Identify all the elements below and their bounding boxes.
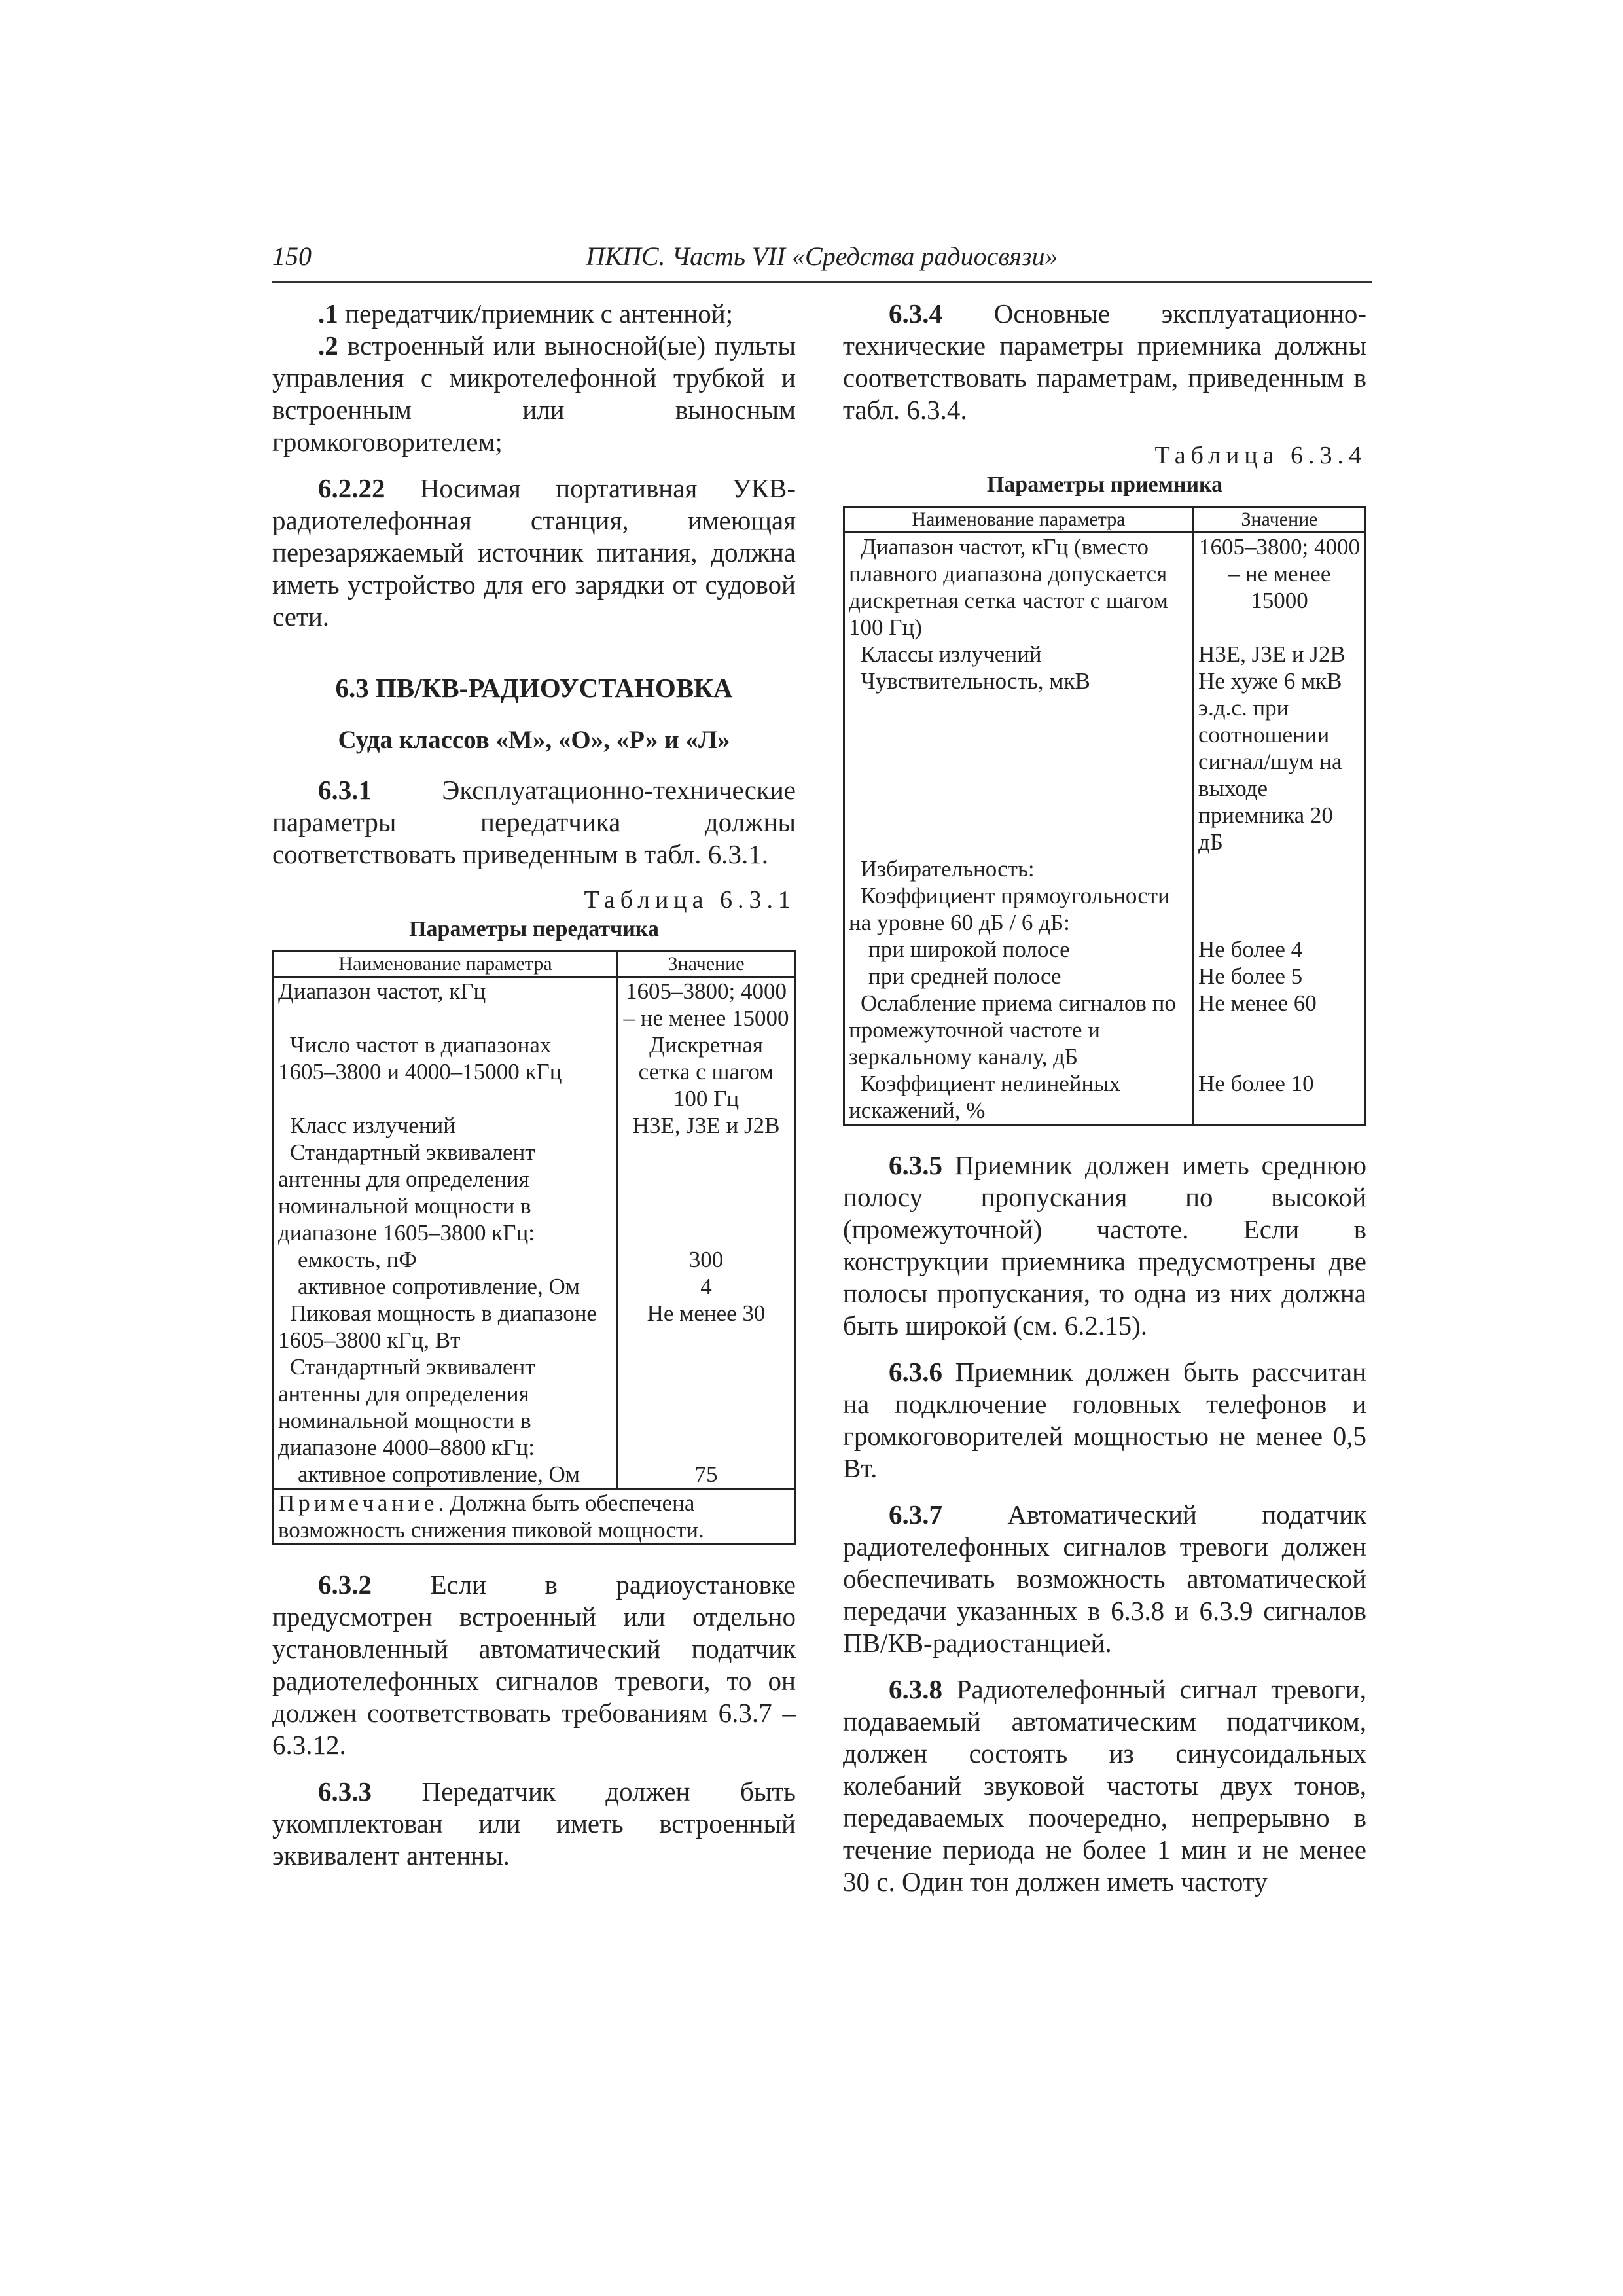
table-note-row (274, 1489, 795, 1545)
table-caption: Таблица 6.3.4 (1154, 442, 1366, 469)
value-cell: H3E, J3E и J2B (1193, 641, 1365, 668)
paragraph-6-3-8 (843, 1674, 1366, 1898)
running-header (272, 241, 1372, 283)
table-row (274, 977, 795, 1032)
item-text: встроенный или выносной(ые) пульты управления с микротелефонной трубкой и встроенным или выносным громкоговорителем; (272, 331, 796, 457)
value-cell: 300 (618, 1246, 795, 1273)
table-row (844, 533, 1366, 641)
clause-number: 6.3.6 (889, 1357, 942, 1387)
table-row (844, 936, 1366, 963)
table-row (844, 641, 1366, 668)
table-row (844, 668, 1366, 855)
param-cell: Число частот в диапазонах 1605–3800 и 4000–15000 кГц (274, 1031, 618, 1112)
param-cell: Диапазон частот, кГц (274, 977, 618, 1032)
clause-text: Приемник должен иметь среднюю полосу пропускания по высокой (промежуточной) частоте. Если в конструкции приемника предусмотрены две полосы пропускания, то одна из них должна быть широкой (см. 6.2.15). (843, 1150, 1366, 1340)
clause-text: Автоматический податчик радиотелефонных сигналов тревоги должен обеспечивать возможность автоматической передачи указанных в 6.3.8 и 6.3.9 сигналов ПВ/КВ-радиостанцией. (843, 1499, 1366, 1658)
clause-number: 6.3.2 (318, 1570, 372, 1600)
column-header: Значение (618, 952, 795, 977)
param-cell: Чувствительность, мкВ (844, 668, 1194, 855)
value-cell: Дискретная сетка с шагом 100 Гц (618, 1031, 795, 1112)
subsection-heading: Суда классов «М», «О», «Р» и «Л» (338, 726, 730, 754)
left-column (272, 298, 796, 1886)
table-row (844, 990, 1366, 1070)
clause-number: 6.3.8 (889, 1674, 942, 1704)
param-cell: Диапазон частот, кГц (вместо плавного диапазона допускается дискретная сетка частот с шагом 100 Гц) (844, 533, 1194, 641)
clause-number: 6.3.5 (889, 1150, 942, 1180)
clause-text: Основные эксплуатационно-технические параметры приемника должны соответствовать параметрам, приведенным в табл. 6.3.4. (843, 298, 1366, 425)
value-cell: Не менее 30 (618, 1300, 795, 1354)
clause-number: 6.3.3 (318, 1776, 372, 1806)
param-cell: при широкой полосе (844, 936, 1194, 963)
value-cell: Не более 10 (1193, 1070, 1365, 1125)
param-cell: активное сопротивление, Ом (274, 1273, 618, 1300)
paragraph-6-3-2 (272, 1569, 796, 1761)
value-cell: Не менее 60 (1193, 990, 1365, 1070)
item-number: .1 (318, 298, 338, 329)
value-cell (1193, 855, 1365, 882)
param-cell: при средней полосе (844, 963, 1194, 990)
param-cell: Классы излучений (844, 641, 1194, 668)
clause-number: 6.3.7 (889, 1499, 942, 1530)
table-row (844, 963, 1366, 990)
column-header: Наименование параметра (844, 507, 1194, 533)
note-label: Примечание (278, 1490, 438, 1516)
clause-text: Радиотелефонный сигнал тревоги, подаваемый автоматическим податчиком, должен состоять из синусоидальных колебаний звуковой частоты двух тонов, передаваемых поочередно, непрерывно в течение периода не более 1 мин и не менее 30 с. Один тон должен иметь частоту (843, 1674, 1366, 1897)
param-cell: Избирательность: (844, 855, 1194, 882)
value-cell: H3E, J3E и J2B (618, 1112, 795, 1139)
param-cell: Ослабление приема сигналов по промежуточной частоте и зеркальному каналу, дБ (844, 990, 1194, 1070)
list-item (272, 330, 796, 458)
column-header: Значение (1193, 507, 1365, 533)
paragraph-6-3-6 (843, 1356, 1366, 1484)
table-row (274, 1354, 795, 1461)
value-cell: Не более 5 (1193, 963, 1365, 990)
param-cell: емкость, пФ (274, 1246, 618, 1273)
paragraph-6-2-22 (272, 473, 796, 633)
table-caption: Таблица 6.3.1 (584, 886, 796, 914)
item-text: передатчик/приемник с антенной; (338, 298, 734, 329)
table-row (274, 1300, 795, 1354)
table-note (274, 1489, 795, 1545)
column-header: Наименование параметра (274, 952, 618, 977)
paragraph-6-3-3 (272, 1776, 796, 1872)
paragraph-6-3-5 (843, 1149, 1366, 1342)
table-row (274, 1273, 795, 1300)
value-cell: 1605–3800; 4000 – не менее 15000 (1193, 533, 1365, 641)
table-row (274, 1246, 795, 1273)
table-row (274, 1112, 795, 1139)
page-number: 150 (272, 242, 312, 271)
param-cell: Стандартный эквивалент антенны для определения номинальной мощности в диапазоне 1605–3800 кГц: (274, 1139, 618, 1246)
note-text: . Должна быть обеспечена возможность снижения пиковой мощности. (278, 1490, 704, 1543)
list-item (272, 298, 796, 330)
clause-number: 6.3.1 (318, 775, 372, 805)
clause-text: Если в радиоустановке предусмотрен встроенный или отдельно установленный автоматический податчик радиотелефонных сигналов тревоги, то он должен соответствовать требованиям 6.3.7 – 6.3.12. (272, 1570, 796, 1760)
table-row (844, 882, 1366, 936)
clause-text: Носимая портативная УКВ-радиотелефонная станция, имеющая перезаряжаемый источник питания, должна иметь устройство для его зарядки от судовой сети. (272, 473, 796, 632)
value-cell: 75 (618, 1461, 795, 1489)
table-row (274, 1139, 795, 1246)
clause-number: 6.3.4 (889, 298, 942, 329)
clause-text: Эксплуатационно-технические параметры передатчика должны соответствовать приведенным в табл. 6.3.1. (272, 775, 796, 869)
param-cell: Коэффициент прямоугольности на уровне 60 дБ / 6 дБ: (844, 882, 1194, 936)
table-row (274, 1461, 795, 1489)
param-cell: Стандартный эквивалент антенны для определения номинальной мощности в диапазоне 4000–8800 кГц: (274, 1354, 618, 1461)
param-cell: активное сопротивление, Ом (274, 1461, 618, 1489)
table-header-row (844, 507, 1366, 533)
value-cell: 4 (618, 1273, 795, 1300)
table-header-row (274, 952, 795, 977)
paragraph-6-3-7 (843, 1499, 1366, 1659)
paragraph-6-3-4 (843, 298, 1366, 426)
receiver-parameters-table (843, 506, 1366, 1126)
section-heading: 6.3 ПВ/КВ-РАДИОУСТАНОВКА (335, 673, 733, 703)
param-cell: Коэффициент нелинейных искажений, % (844, 1070, 1194, 1125)
table-title: Параметры передатчика (409, 917, 659, 941)
paragraph-6-3-1 (272, 774, 796, 870)
param-cell: Класс излучений (274, 1112, 618, 1139)
value-cell (1193, 882, 1365, 936)
table-row (274, 1031, 795, 1112)
right-column (843, 298, 1366, 1912)
table-row (844, 1070, 1366, 1125)
table-row (844, 855, 1366, 882)
item-number: .2 (318, 331, 338, 361)
clause-number: 6.2.22 (318, 473, 385, 503)
param-cell: Пиковая мощность в диапазоне 1605–3800 кГц, Вт (274, 1300, 618, 1354)
value-cell: Не более 4 (1193, 936, 1365, 963)
transmitter-parameters-table (272, 950, 796, 1545)
value-cell: 1605–3800; 4000 – не менее 15000 (618, 977, 795, 1032)
header-title: ПКПС. Часть VII «Средства радиосвязи» (586, 242, 1058, 271)
clause-text: Приемник должен быть рассчитан на подключение головных телефонов и громкоговорителей мощностью не менее 0,5 Вт. (843, 1357, 1366, 1483)
value-cell (618, 1139, 795, 1246)
value-cell: Не хуже 6 мкВ э.д.с. при соотношении сигнал/шум на выходе приемника 20 дБ (1193, 668, 1365, 855)
value-cell (618, 1354, 795, 1461)
table-title: Параметры приемника (986, 473, 1223, 497)
clause-text: Передатчик должен быть укомплектован или иметь встроенный эквивалент антенны. (272, 1776, 796, 1871)
